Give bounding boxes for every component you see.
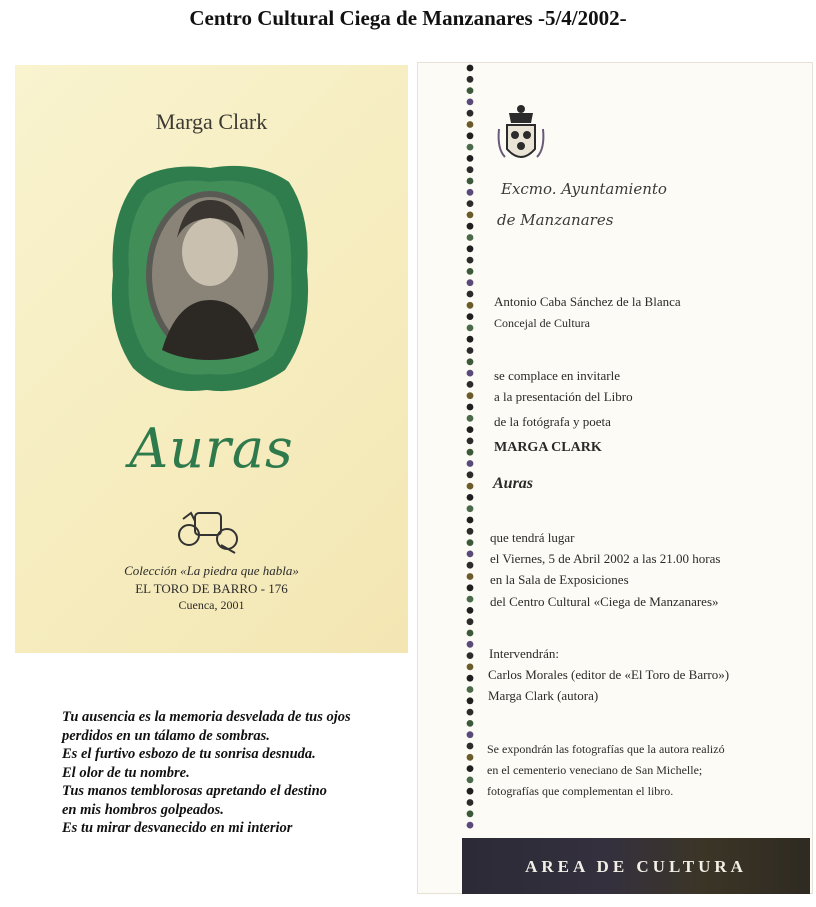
spine-dot (467, 573, 474, 580)
page-title: Centro Cultural Ciega de Manzanares -5/4/2002- (189, 6, 627, 30)
spine-dot (467, 234, 474, 241)
spine-dot (467, 618, 474, 625)
publisher-logo-icon (175, 505, 245, 557)
invite-line: de la fotógrafa y poeta (494, 414, 611, 429)
author-name: MARGA CLARK (494, 440, 602, 455)
cover-author: Marga Clark (155, 109, 268, 134)
spine-dot (467, 810, 474, 817)
invite-line: a la presentación del Libro (494, 389, 633, 404)
spine-dot (467, 731, 474, 738)
poem-line: Es el furtivo esbozo de tu sonrisa desnuda. (62, 746, 316, 762)
cover-title: Auras (129, 417, 294, 480)
spine-dot (467, 686, 474, 693)
host-role: Concejal de Cultura (494, 316, 590, 330)
poem-line: Tu ausencia es la memoria desvelada de tus ojos (62, 709, 351, 725)
spine-dot (467, 449, 474, 456)
spine-dot (467, 291, 474, 298)
institution-name-line1: Excmo. Ayuntamiento (501, 180, 667, 198)
spine-dot (467, 438, 474, 445)
spine-dot (467, 336, 474, 343)
spine-dot (467, 426, 474, 433)
spine-dot (467, 189, 474, 196)
cover-place: Cuenca, 2001 (178, 598, 245, 612)
cover-collection: Colección «La piedra que habla» (124, 563, 299, 578)
book-title: Auras (493, 475, 534, 492)
spine-dot (467, 313, 474, 320)
spine-dot (467, 110, 474, 117)
spine-dot (467, 155, 474, 162)
spine-dot (467, 777, 474, 784)
spine-dot (467, 697, 474, 704)
footer-banner (462, 838, 810, 894)
invite-line: se complace en invitarle (494, 368, 620, 383)
spine-dot (467, 528, 474, 535)
spine-dot (467, 630, 474, 637)
spine-dot (467, 641, 474, 648)
spine-dot (467, 607, 474, 614)
spine-dot (467, 720, 474, 727)
poem-line: Tus manos temblorosas apretando el destino (62, 783, 327, 799)
spine-dot (467, 709, 474, 716)
portrait-frame-image (107, 160, 313, 396)
spine-dot (467, 200, 474, 207)
spine-dot (467, 381, 474, 388)
spine-dot (467, 743, 474, 750)
speaker-item: Carlos Morales (editor de «El Toro de Barro») (488, 667, 730, 682)
event-line: del Centro Cultural «Ciega de Manzanares» (490, 594, 719, 609)
dotted-spine-decoration (465, 64, 475, 834)
spine-dot (467, 799, 474, 806)
poem (62, 708, 422, 838)
spine-dot (467, 76, 474, 83)
spine-dot (467, 404, 474, 411)
spine-dot (467, 279, 474, 286)
note-line: en el cementerio veneciano de San Michelle; (487, 763, 703, 777)
spine-dot (467, 584, 474, 591)
spine-dot (467, 358, 474, 365)
book-cover (15, 65, 408, 653)
spine-dot (467, 87, 474, 94)
spine-dot (467, 268, 474, 275)
poem-line: El olor de tu nombre. (62, 764, 190, 781)
spine-dot (467, 325, 474, 332)
host-name: Antonio Caba Sánchez de la Blanca (494, 294, 681, 309)
event-line: el Viernes, 5 de Abril 2002 a las 21.00 horas (490, 551, 721, 566)
spine-dot (467, 471, 474, 478)
spine-dot (467, 178, 474, 185)
spine-dot (467, 596, 474, 603)
event-line: en la Sala de Exposiciones (490, 572, 629, 587)
spine-dot (467, 257, 474, 264)
spine-dot (467, 551, 474, 558)
footer-label: AREA DE CULTURA (525, 857, 747, 876)
spine-dot (467, 99, 474, 106)
spine-dot (467, 144, 474, 151)
spine-dot (467, 652, 474, 659)
spine-dot (467, 562, 474, 569)
spine-dot (467, 517, 474, 524)
note-line: Se expondrán las fotografías que la autora realizó (487, 742, 725, 756)
spine-dot (467, 302, 474, 309)
spine-dot (467, 223, 474, 230)
event-line: que tendrá lugar (490, 530, 575, 545)
speakers-label: Intervendrán: (489, 646, 560, 661)
spine-dot (467, 754, 474, 761)
spine-dot (467, 483, 474, 490)
poem-line: en mis hombros golpeados. (62, 801, 224, 818)
spine-dot (467, 664, 474, 671)
spine-dot (467, 370, 474, 377)
spine-dot (467, 460, 474, 467)
poem-line: Es tu mirar desvanecido en mi interior (62, 820, 293, 836)
note-line: fotografías que complementan el libro. (487, 784, 674, 798)
speaker-item: Marga Clark (autora) (488, 688, 599, 703)
spine-dot (467, 822, 474, 829)
spine-dot (467, 245, 474, 252)
spine-dot (467, 347, 474, 354)
spine-dot (467, 132, 474, 139)
spine-dot (467, 675, 474, 682)
spine-dot (467, 65, 474, 72)
spine-dot (467, 765, 474, 772)
institution-name-line2: de Manzanares (497, 211, 614, 229)
spine-dot (467, 212, 474, 219)
spine-dot (467, 415, 474, 422)
spine-dot (467, 788, 474, 795)
spine-dot (467, 166, 474, 173)
spine-dot (467, 121, 474, 128)
coat-of-arms-icon (495, 103, 547, 169)
cover-publisher: EL TORO DE BARRO - 176 (135, 581, 288, 596)
spine-dot (467, 494, 474, 501)
poem-line: perdidos en un tálamo de sombras. (62, 727, 270, 744)
spine-dot (467, 539, 474, 546)
spine-dot (467, 392, 474, 399)
spine-dot (467, 505, 474, 512)
